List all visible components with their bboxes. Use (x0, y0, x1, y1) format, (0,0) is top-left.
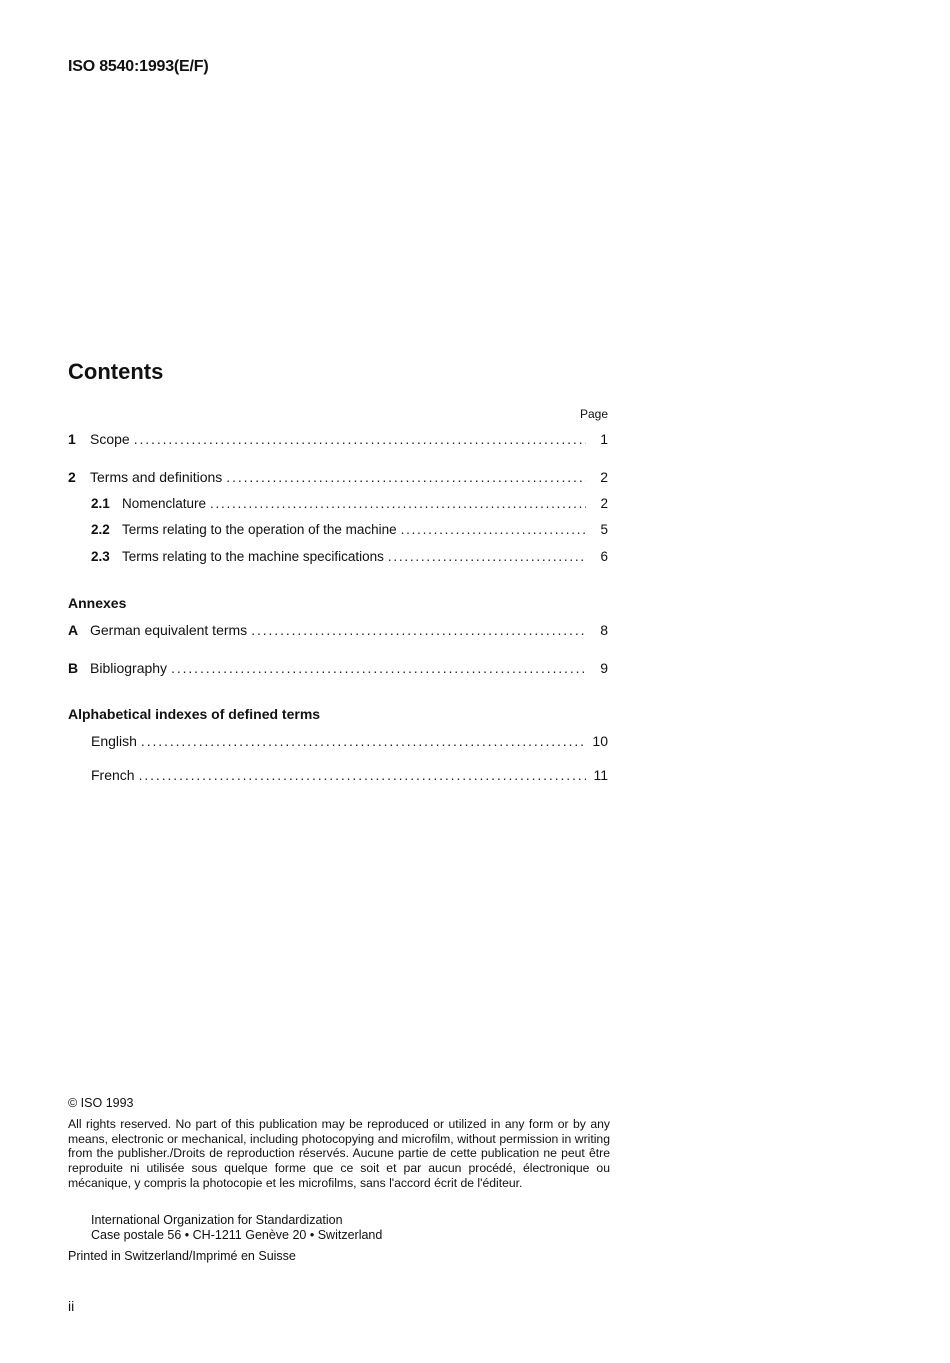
dot-leader (210, 496, 586, 511)
toc-entry-title: Terms relating to the machine specifications (122, 549, 384, 564)
toc-entry-page: 5 (600, 522, 608, 537)
toc-entry-number: 1 (68, 431, 76, 447)
toc-entry-terms-and-definitions[interactable] (68, 469, 608, 487)
dot-leader (141, 733, 586, 749)
toc-entry-operation-terms[interactable] (91, 522, 608, 540)
dot-leader (171, 660, 586, 676)
annexes-heading: Annexes (68, 595, 127, 611)
contents-title: Contents (68, 359, 164, 384)
toc-entry-annex-a[interactable] (68, 622, 608, 640)
toc-entry-title: French (91, 767, 135, 783)
toc-entry-page: 1 (600, 431, 608, 447)
toc-entry-index-english[interactable] (91, 733, 608, 751)
dot-leader (401, 522, 586, 537)
dot-leader (134, 431, 586, 447)
toc-entry-annex-b[interactable] (68, 660, 608, 678)
toc-entry-title: German equivalent terms (90, 622, 248, 638)
toc-entry-number: A (68, 622, 79, 638)
toc-entry-page: 11 (593, 767, 608, 783)
dot-leader (226, 469, 586, 485)
printed-in: Printed in Switzerland/Imprimé en Suisse (68, 1249, 296, 1263)
organization-name: International Organization for Standardization (91, 1213, 343, 1227)
dot-leader (139, 767, 586, 783)
dot-leader (251, 622, 586, 638)
toc-entry-page: 2 (600, 496, 608, 511)
rights-statement: All rights reserved. No part of this publication may be reproduced or utilized in any form or by any means, electronic or mechanical, including photocopying and microfilm, without permission in writing from the publisher./Droits de reproduction réservés. Aucune partie de cette publication ne peut être reproduite ni utilisée sous quelque forme que ce soit et par aucun procédé, électronique ou mécanique, y compris la photocopie et les microfilms, sans l'accord écrit de l'éditeur. (68, 1117, 610, 1190)
copyright-notice: © ISO 1993 (68, 1096, 134, 1110)
toc-entry-number: 2.2 (91, 522, 110, 537)
dot-leader (388, 549, 586, 564)
toc-entry-page: 10 (592, 733, 608, 749)
toc-entry-title: Terms and definitions (90, 469, 223, 485)
page-number: ii (68, 1298, 75, 1314)
page-column-label: Page (579, 407, 608, 421)
toc-entry-nomenclature[interactable] (91, 496, 608, 514)
publisher-block (91, 1213, 382, 1243)
organization-address: Case postale 56 • CH-1211 Genève 20 • Switzerland (91, 1228, 383, 1242)
toc-entry-page: 8 (600, 622, 608, 638)
toc-entry-title: English (91, 733, 137, 749)
toc-entry-title: Terms relating to the operation of the machine (122, 522, 397, 537)
toc-entry-specification-terms[interactable] (91, 549, 608, 567)
toc-entry-title: Scope (90, 431, 130, 447)
toc-entry-number: 2 (68, 469, 76, 485)
toc-entry-number: 2.3 (91, 549, 110, 564)
toc-entry-index-french[interactable] (91, 767, 608, 785)
toc-entry-page: 9 (600, 660, 608, 676)
toc-entry-scope[interactable] (68, 431, 608, 449)
document-id: ISO 8540:1993(E/F) (68, 58, 209, 75)
indexes-heading: Alphabetical indexes of defined terms (68, 706, 321, 722)
toc-entry-number: B (68, 660, 79, 676)
toc-entry-title: Nomenclature (122, 496, 207, 511)
toc-entry-page: 6 (600, 549, 608, 564)
toc-entry-number: 2.1 (91, 496, 110, 511)
toc-entry-title: Bibliography (90, 660, 168, 676)
toc-entry-page: 2 (600, 469, 608, 485)
